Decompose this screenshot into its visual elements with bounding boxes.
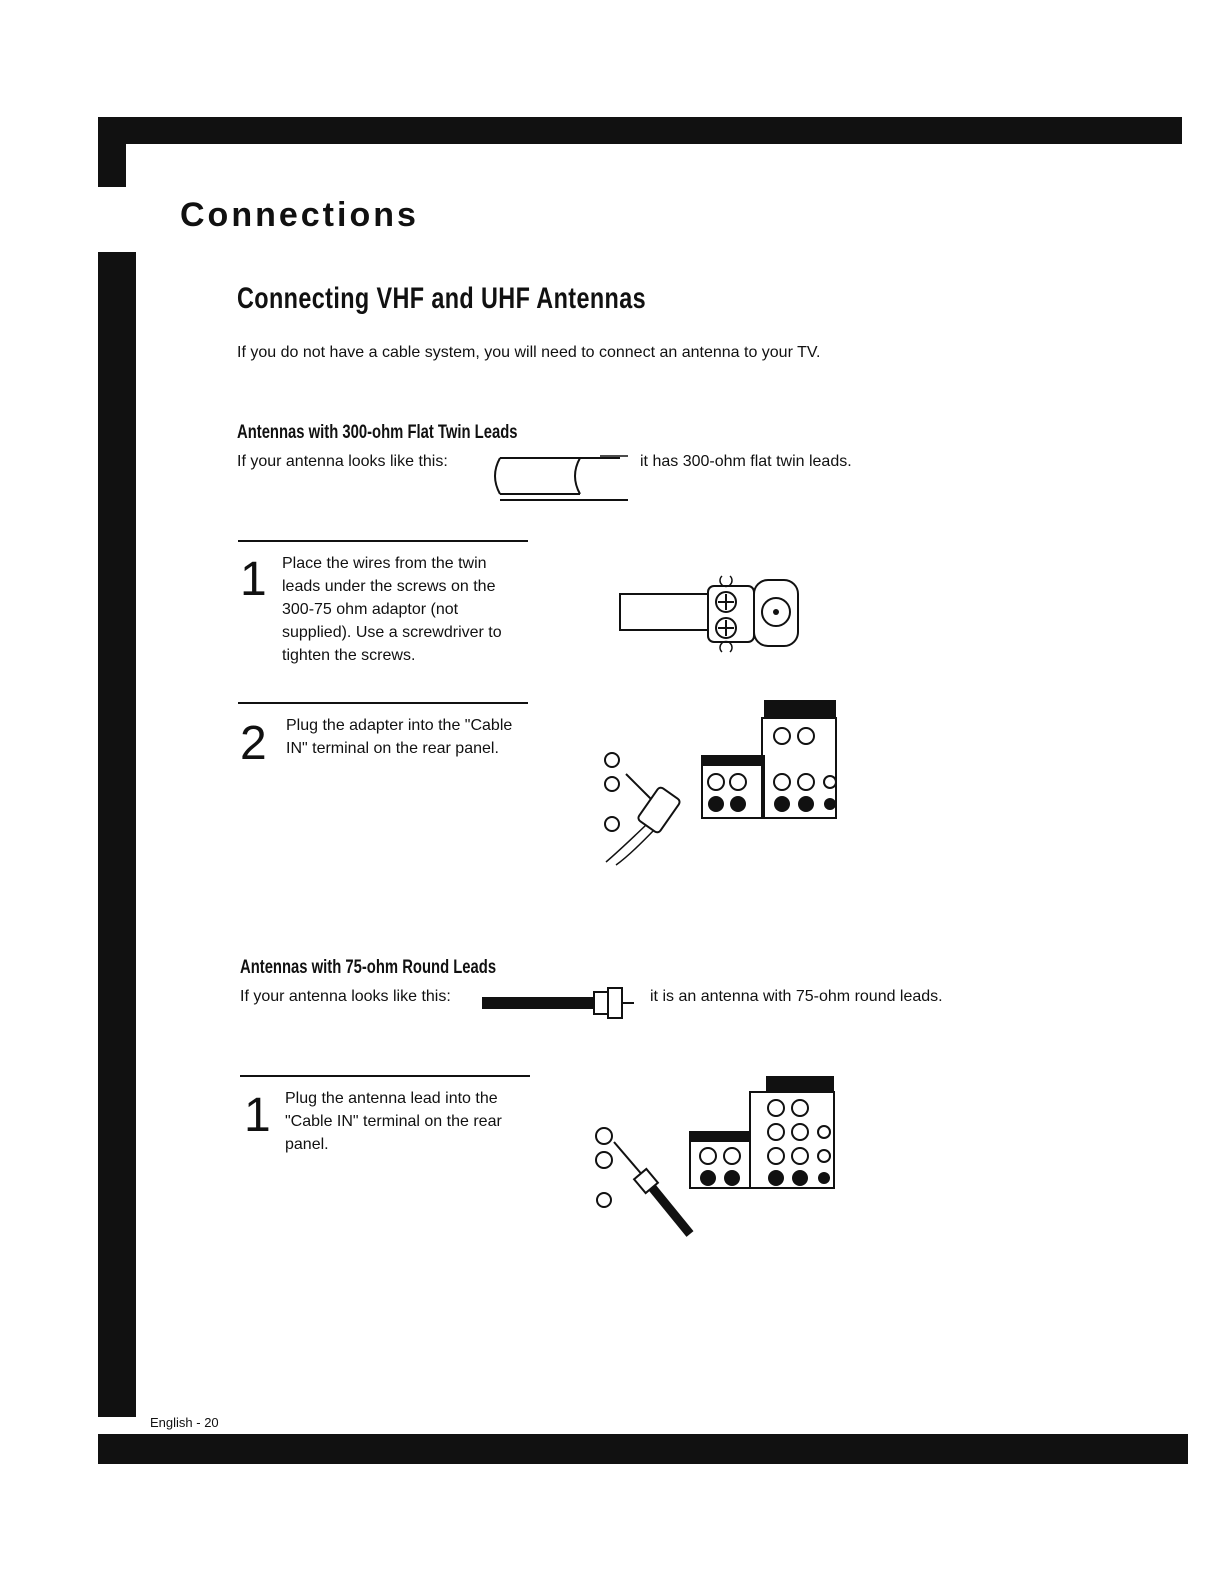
flat-leads-result: it has 300-ohm flat twin leads. [640, 453, 852, 470]
rear-panel-adapter-illustration [596, 700, 841, 865]
step-number: 1 [244, 1089, 271, 1142]
section-title: Connections [180, 196, 419, 234]
flat-leads-looks-like: If your antenna looks like this: [237, 453, 448, 470]
header-bar [98, 117, 1182, 144]
flat-twin-lead-illustration [490, 452, 630, 504]
intro-text: If you do not have a cable system, you will need to connect an antenna to your TV. [237, 344, 821, 361]
adaptor-illustration [618, 564, 808, 664]
page-heading: Connecting VHF and UHF Antennas [237, 282, 647, 315]
footer-bar [98, 1434, 1188, 1464]
round-leads-looks-like: If your antenna looks like this: [240, 988, 451, 1005]
step-text: Plug the antenna lead into the "Cable IN" terminal on the rear panel. [285, 1090, 502, 1153]
flat-leads-subheading: Antennas with 300-ohm Flat Twin Leads [237, 422, 518, 443]
round-leads-subheading: Antennas with 75-ohm Round Leads [240, 957, 497, 978]
rear-panel-round-lead-illustration [590, 1076, 840, 1236]
step-text: Plug the adapter into the "Cable IN" terminal on the rear panel. [286, 717, 513, 757]
step-number: 2 [240, 717, 267, 770]
step-divider [240, 1075, 530, 1077]
header-bar-tab [98, 117, 126, 187]
page-footer: English - 20 [150, 1415, 219, 1430]
round-lead-illustration [482, 986, 642, 1020]
step-text: Place the wires from the twin leads under the screws on the 300-75 ohm adaptor (not supplied). Use a screwdriver to tighten the screws. [282, 555, 502, 664]
step-divider [238, 540, 528, 542]
step-divider [238, 702, 528, 704]
side-bar [98, 252, 136, 1417]
step-number: 1 [240, 553, 267, 606]
round-leads-result: it is an antenna with 75-ohm round leads. [650, 988, 943, 1005]
